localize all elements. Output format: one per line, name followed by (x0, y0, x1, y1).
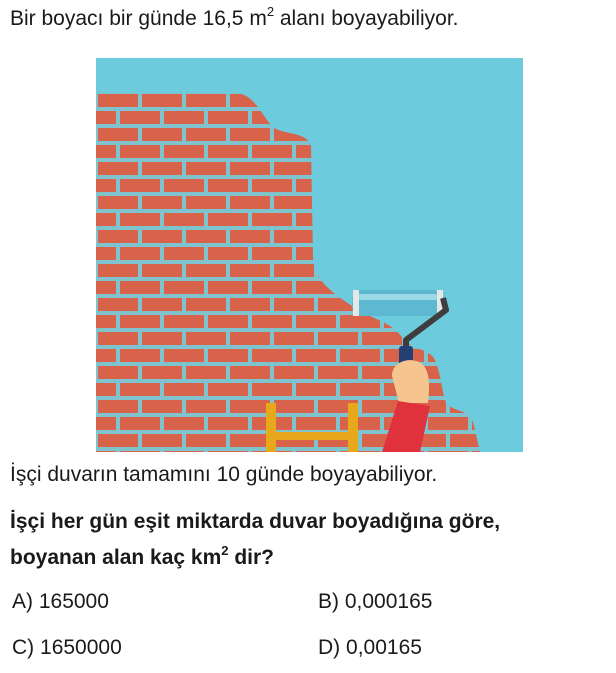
problem-intro (10, 4, 459, 31)
question-text-end: dir? (228, 546, 274, 569)
option-d[interactable] (318, 636, 422, 660)
option-label: C) (12, 636, 35, 659)
superscript-two: 2 (221, 543, 229, 558)
problem-statement: İşçi duvarın tamamını 10 günde boyayabiliyor. (10, 463, 438, 486)
superscript-two: 2 (266, 4, 275, 19)
option-label: A) (12, 590, 33, 613)
option-a[interactable] (12, 590, 109, 614)
option-value: 0,00165 (346, 636, 422, 659)
question-text: boyanan alan kaç km (10, 546, 222, 569)
intro-text-end: alanı boyayabiliyor. (274, 7, 459, 30)
question-line-2 (10, 543, 274, 570)
question-line-1: İşçi her gün eşit miktarda duvar boyadığına göre, (10, 510, 501, 533)
wall-painting-illustration (96, 58, 523, 452)
option-b[interactable] (318, 590, 432, 614)
option-value: 1650000 (40, 636, 122, 659)
option-value: 165000 (38, 590, 109, 613)
option-label: D) (318, 636, 341, 659)
option-label: B) (318, 590, 339, 613)
option-value: 0,000165 (344, 590, 433, 613)
option-c[interactable] (12, 636, 122, 660)
intro-text: Bir boyacı bir günde 16,5 m (10, 7, 267, 30)
